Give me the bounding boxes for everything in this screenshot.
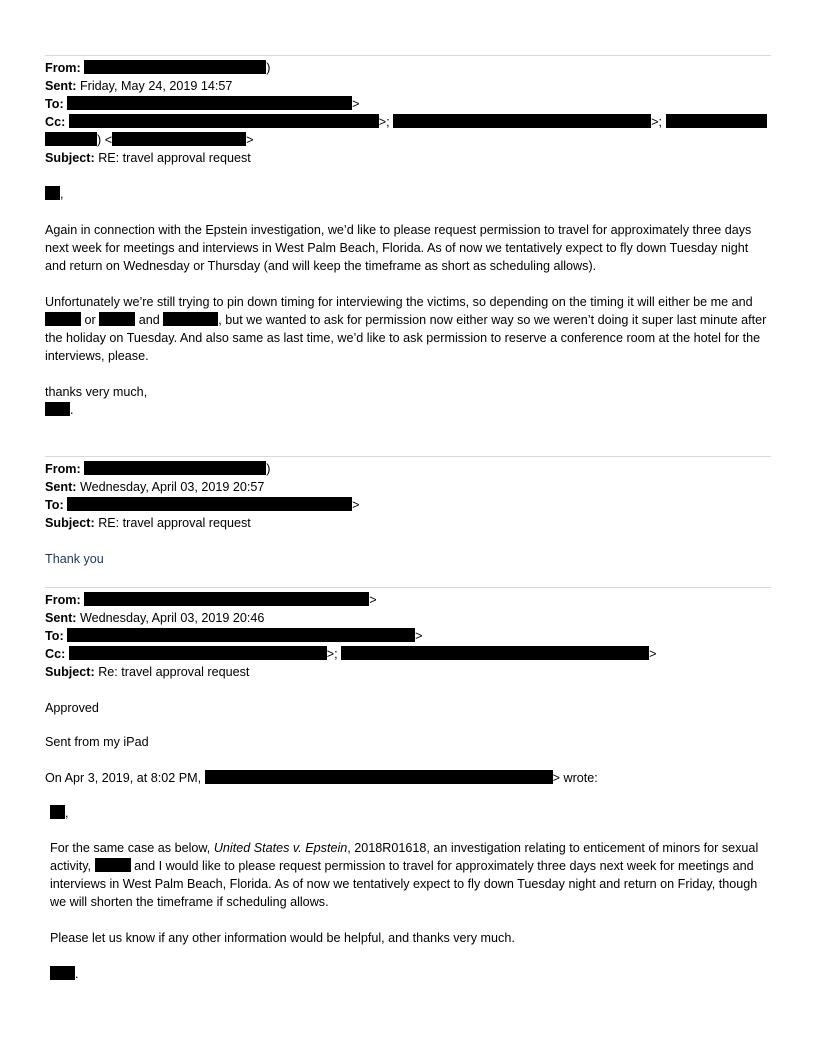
- sent-line: [45, 478, 264, 496]
- cc-line: [45, 113, 767, 131]
- sent-label: Sent:: [45, 79, 77, 93]
- signature: [45, 401, 74, 419]
- sent-line: [45, 609, 264, 627]
- redaction: [112, 132, 246, 146]
- from-label: From:: [45, 61, 81, 75]
- redaction: [50, 966, 75, 980]
- redaction: [50, 805, 65, 819]
- text: , 2018R01618, an investigation relating to enticement of minors for sexual activity,: [50, 841, 759, 873]
- from-line: [45, 591, 377, 609]
- to-line: [45, 95, 360, 113]
- from-label: From:: [45, 462, 81, 476]
- redaction: [163, 312, 218, 326]
- punct: ) <: [97, 133, 113, 147]
- paragraph: [45, 293, 771, 365]
- redaction: [84, 461, 266, 475]
- redaction: [45, 312, 81, 326]
- redaction: [341, 646, 649, 660]
- text: or: [84, 313, 96, 327]
- text: and: [138, 313, 160, 327]
- redaction: [67, 96, 352, 110]
- redaction: [666, 114, 767, 128]
- subject-line: [45, 149, 251, 167]
- redaction: [67, 628, 415, 642]
- salutation: [50, 804, 69, 822]
- cc-label: Cc:: [45, 647, 66, 661]
- sent-label: Sent:: [45, 480, 77, 494]
- divider: [45, 587, 771, 588]
- sent-value: Wednesday, April 03, 2019 20:46: [79, 611, 265, 625]
- redaction: [393, 114, 651, 128]
- cc-line: [45, 645, 657, 663]
- redaction: [45, 132, 97, 146]
- punct: >: [352, 498, 360, 512]
- text: Unfortunately we’re still trying to pin down timing for interviewing the victims, so depending on the timing it will either be me and: [45, 295, 753, 309]
- text: and I would like to please request permission to travel for approximately three days next week for meetings and interviews in West Palm Beach, Florida. As of now we tentatively expect to fly down Tuesday night and return on Friday, though we will shorten the timeframe if scheduling allows.: [50, 859, 758, 909]
- approved-text: Approved: [45, 701, 99, 715]
- cc-line-cont: [45, 131, 253, 149]
- punct: >: [415, 629, 423, 643]
- divider: [45, 456, 771, 457]
- to-line: [45, 496, 360, 514]
- divider: [45, 55, 771, 56]
- punct: .: [70, 403, 74, 417]
- redaction: [45, 402, 70, 416]
- redaction: [69, 646, 327, 660]
- text: > wrote:: [552, 771, 598, 785]
- redaction: [95, 858, 131, 872]
- punct: .: [75, 967, 79, 981]
- text: For the same case as below,: [50, 841, 211, 855]
- punct: ,: [60, 187, 64, 201]
- sent-value: Wednesday, April 03, 2019 20:57: [79, 480, 265, 494]
- quoted-paragraph: Please let us know if any other information would be helpful, and thanks very much.: [50, 931, 515, 945]
- redaction: [84, 60, 266, 74]
- redaction: [67, 497, 352, 511]
- subject-label: Subject:: [45, 516, 95, 530]
- from-line: [45, 59, 270, 77]
- sent-from-text: Sent from my iPad: [45, 735, 149, 749]
- subject-value: Re: travel approval request: [98, 665, 250, 679]
- closing: thanks very much,: [45, 385, 148, 399]
- sent-value: Friday, May 24, 2019 14:57: [79, 79, 233, 93]
- from-label: From:: [45, 593, 81, 607]
- redaction: [84, 592, 369, 606]
- subject-value: RE: travel approval request: [98, 151, 251, 165]
- redaction: [99, 312, 135, 326]
- punct: >: [352, 97, 360, 111]
- cc-label: Cc:: [45, 115, 66, 129]
- paragraph: Again in connection with the Epstein investigation, we’d like to please request permission to travel for approximately three days next week for meetings and interviews in West Palm Beach, Florida. As of now we tentatively expect to fly down Tuesday night and return on Wednesday or Thursday (and will keep the timeframe as short as scheduling allows).: [45, 223, 752, 273]
- redaction: [205, 770, 553, 784]
- subject-line: [45, 514, 251, 532]
- subject-label: Subject:: [45, 151, 95, 165]
- punct: >: [649, 647, 657, 661]
- quote-header: [45, 769, 598, 787]
- to-label: To:: [45, 498, 64, 512]
- from-line: [45, 460, 270, 478]
- punct: ): [266, 462, 271, 476]
- sent-line: [45, 77, 232, 95]
- quoted-paragraph: [50, 839, 766, 911]
- punct: >: [369, 593, 377, 607]
- reply-body: Thank you: [45, 552, 104, 566]
- redaction: [69, 114, 379, 128]
- punct: ): [266, 61, 271, 75]
- signature: [50, 965, 79, 983]
- text: , but we wanted to ask for permission now either way so we weren’t doing it super last minute after the holiday on Tuesday. And also same as last time, we’d like to ask permission to reserve a conference room at the hotel for the interviews, please.: [45, 313, 767, 363]
- redaction: [45, 186, 60, 200]
- to-line: [45, 627, 423, 645]
- punct: >;: [378, 115, 390, 129]
- sent-label: Sent:: [45, 611, 77, 625]
- to-label: To:: [45, 97, 64, 111]
- to-label: To:: [45, 629, 64, 643]
- salutation: [45, 185, 64, 203]
- punct: >: [246, 133, 254, 147]
- punct: ,: [65, 806, 69, 820]
- text: On Apr 3, 2019, at 8:02 PM,: [45, 771, 202, 785]
- case-name: United States v. Epstein: [213, 841, 348, 855]
- subject-line: [45, 663, 249, 681]
- subject-label: Subject:: [45, 665, 95, 679]
- punct: >;: [326, 647, 338, 661]
- punct: >;: [651, 115, 663, 129]
- subject-value: RE: travel approval request: [98, 516, 251, 530]
